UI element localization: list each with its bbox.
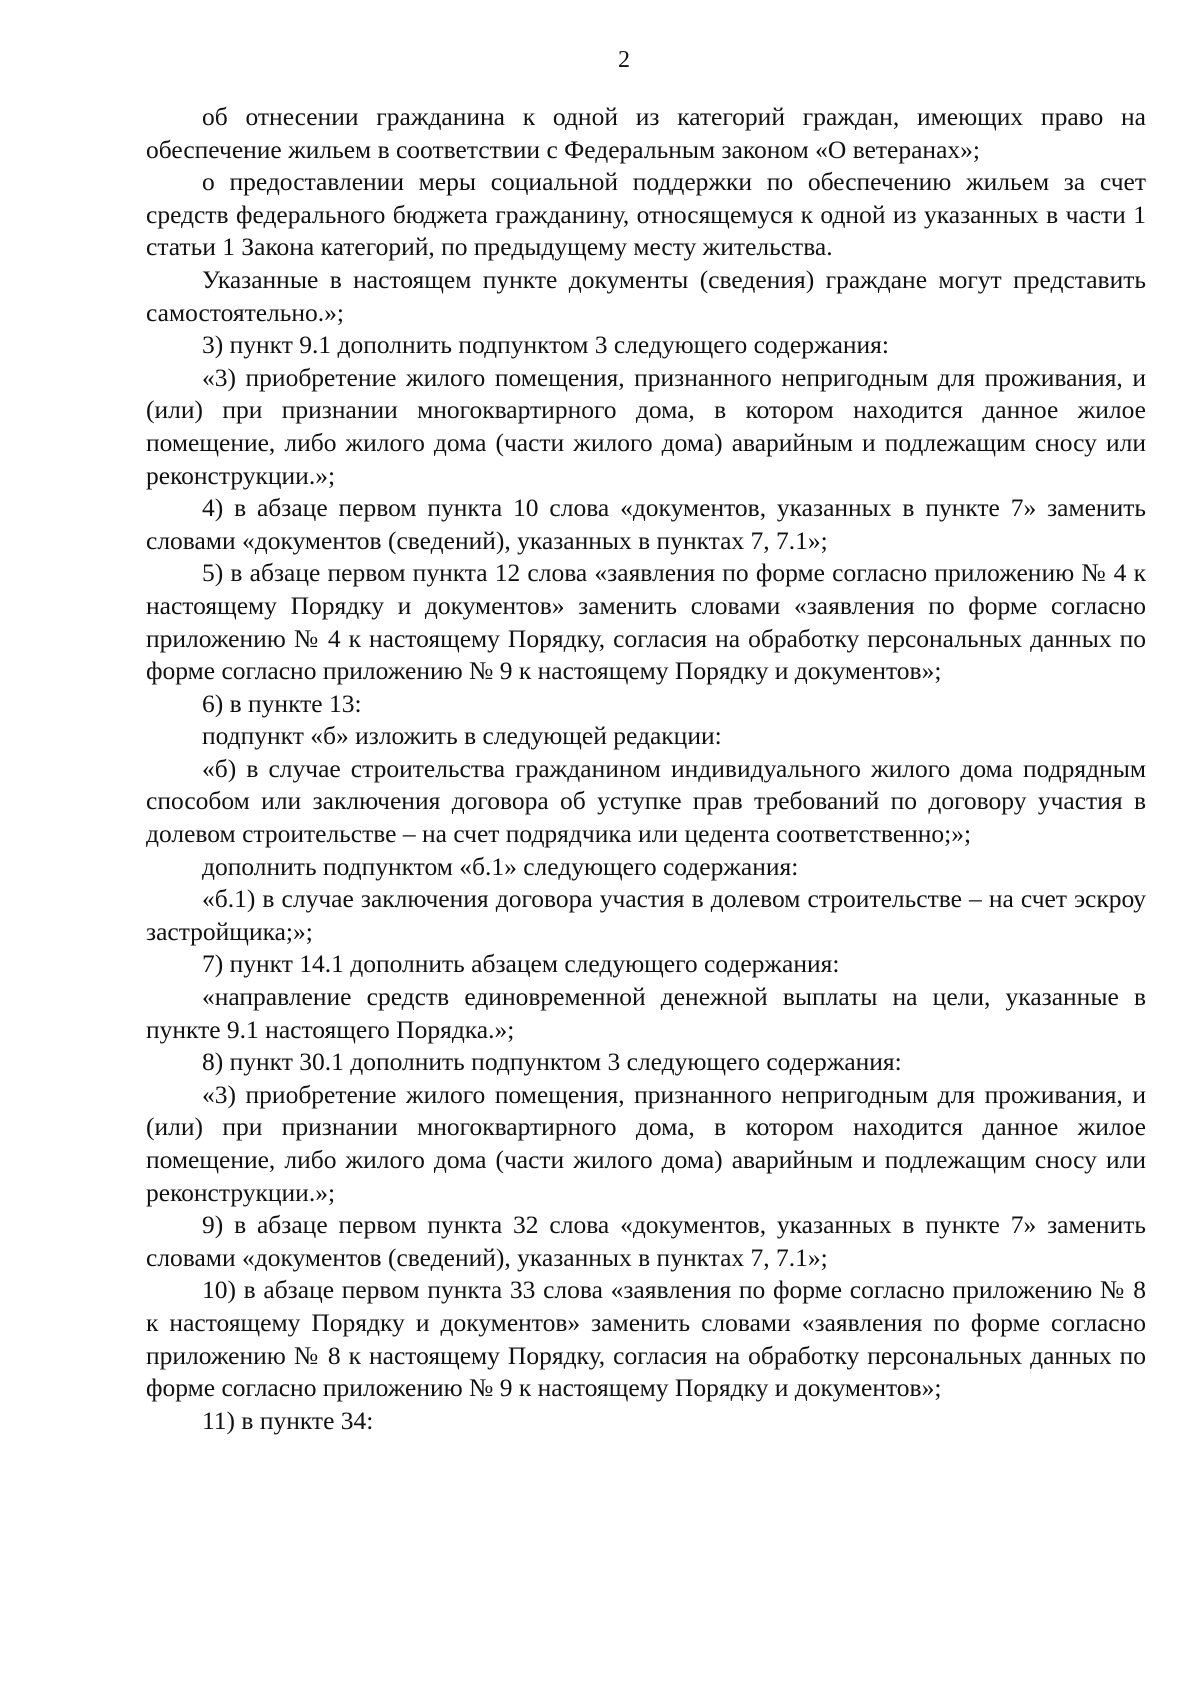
paragraph-item-5: 5) в абзаце первом пункта 12 слова «заявления по форме согласно приложению № 4 к настоящему Порядку и документов» заменить словами «заявления по форме согласно приложению № 4 к настоящему Порядку, согласия на обработку персональных данных по форме согласно приложению № 9 к настоящему Порядку и документов»; [146,558,1146,686]
paragraph-item-3: 3) пункт 9.1 дополнить подпунктом 3 следующего содержания: [202,330,889,360]
paragraph-item-3-text: «3) приобретение жилого помещения, признанного непригодным для проживания, и (или) при признании многоквартирного дома, в котором находится данное жилое помещение, либо жилого дома (части жилого дома) аварийным и подлежащим сносу или реконструкции.»; [146,362,1146,490]
paragraph-subitem-b-text: «б) в случае строительства гражданином индивидуального жилого дома подрядным способом или заключения договора об уступке прав требований по договору участия в долевом строительстве – на счет подрядчика или цедента соответственно;»; [146,753,1146,849]
document-body [146,101,1146,1437]
paragraph-item-11: 11) в пункте 34: [202,1405,374,1435]
paragraph-item-7-text: «направление средств единовременной денежной выплаты на цели, указанные в пункте 9.1 настоящего Порядка.»; [146,982,1146,1044]
page-number: 2 [618,47,630,73]
paragraph-subitem-b1-text: «б.1) в случае заключения договора участия в долевом строительстве – на счет эскроу застройщика;»; [146,884,1146,946]
paragraph-item-6: 6) в пункте 13: [202,688,362,718]
paragraph-social-support: о предоставлении меры социальной поддержки по обеспечению жильем за счет средств федерального бюджета гражданину, относящемуся к одной из указанных в части 1 статьи 1 Закона категорий, по предыдущему месту жительства. [146,167,1146,262]
paragraph-item-10: 10) в абзаце первом пункта 33 слова «заявления по форме согласно приложению № 8 к настоящему Порядку и документов» заменить словами «заявления по форме согласно приложению № 8 к настоящему Порядку, согласия на обработку персональных данных по форме согласно приложению № 9 к настоящему Порядку и документов»; [146,1275,1146,1403]
paragraph-item-4: 4) в абзаце первом пункта 10 слова «документов, указанных в пункте 7» заменить словами «документов (сведений), указанных в пунктах 7, 7.1»; [146,493,1146,555]
paragraph-subitem-b-intro: подпункт «б» изложить в следующей редакции: [202,721,722,751]
paragraph-subitem-b1-intro: дополнить подпунктом «б.1» следующего содержания: [202,851,799,881]
paragraph-documents-self-submit: Указанные в настоящем пункте документы (сведения) граждане могут представить самостоятельно.»; [146,264,1146,327]
paragraph-item-8-text: «3) приобретение жилого помещения, признанного непригодным для проживания, и (или) при признании многоквартирного дома, в котором находится данное жилое помещение, либо жилого дома (части жилого дома) аварийным и подлежащим сносу или реконструкции.»; [146,1079,1146,1207]
paragraph-item-8: 8) пункт 30.1 дополнить подпунктом 3 следующего содержания: [202,1047,902,1077]
paragraph-category-veterans: об отнесении гражданина к одной из категорий граждан, имеющих право на обеспечение жильем в соответствии с Федеральным законом «О ветеранах»; [146,102,1146,164]
paragraph-item-7: 7) пункт 14.1 дополнить абзацем следующего содержания: [202,949,840,979]
paragraph-item-9: 9) в абзаце первом пункта 32 слова «документов, указанных в пункте 7» заменить словами «документов (сведений), указанных в пунктах 7, 7.1»; [146,1210,1146,1272]
